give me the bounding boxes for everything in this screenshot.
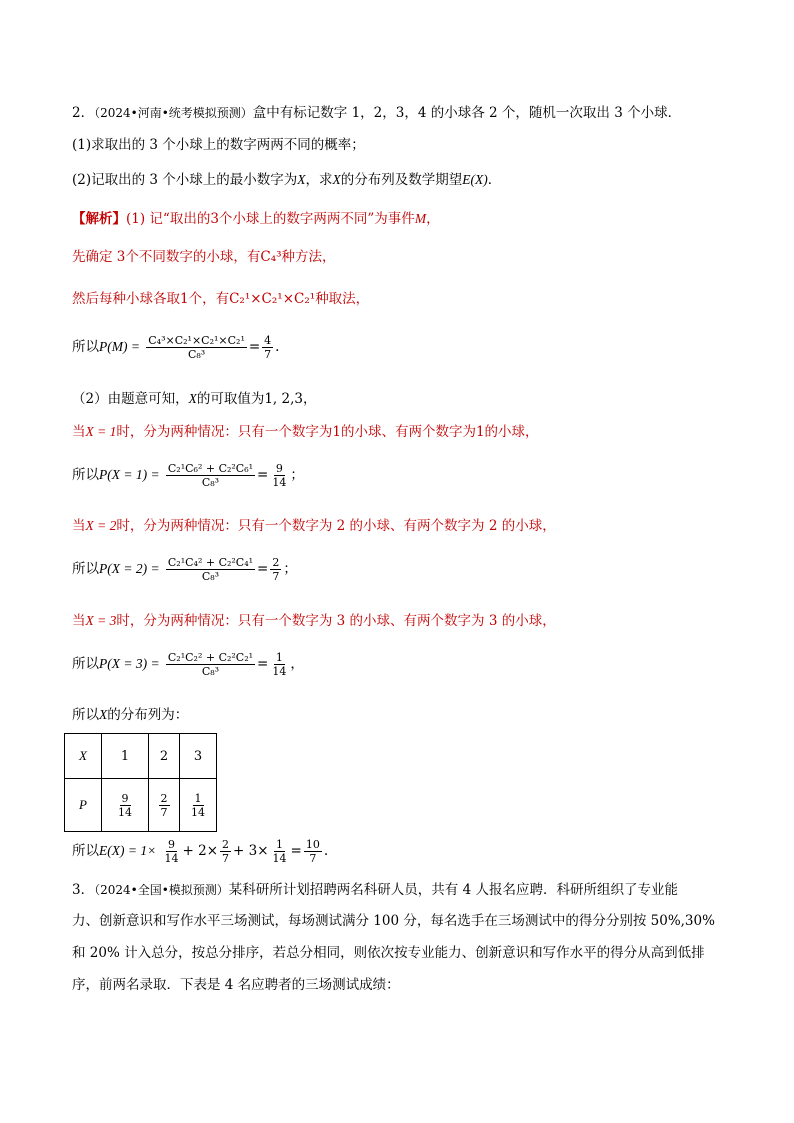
pm-fraction [146, 334, 247, 361]
solution-s13-a: 所以 [72, 843, 99, 859]
p2-eq: = [257, 561, 269, 577]
solution-line-13 [72, 838, 328, 865]
solution-s8-a: 当 [72, 518, 86, 534]
ex-frac-1 [163, 838, 181, 865]
pm-den: C₈³ [187, 348, 206, 361]
p3-num: C₂¹C₂² + C₂²C₂¹ [167, 651, 254, 664]
solution-s2-a: 先确定 3个不同数字的小球，有 [72, 249, 261, 265]
p3-expr: P(X = 3) = [99, 656, 160, 671]
p1-expr: P(X = 1) = [99, 467, 160, 482]
solution-s9-a: 所以 [72, 561, 99, 577]
solution-s11-a: 所以 [72, 656, 99, 672]
q2-part1-text: (1)求取出的 3 个小球上的数字两两不同的概率； [72, 137, 365, 153]
prob-1 [116, 792, 134, 819]
q2-stem-text: 盒中有标记数字 1，2，3，4 的小球各 2 个，随机一次取出 3 个小球． [252, 105, 682, 121]
table-cell [65, 779, 102, 832]
q2-source: （2024•河南•统考模拟预测） [94, 106, 253, 120]
q3-line-3 [72, 944, 705, 962]
pm-result-num: 4 [264, 334, 272, 347]
table-cell [149, 779, 180, 832]
distribution-table [64, 733, 217, 832]
solution-s12-b: 的分布列为： [107, 707, 189, 723]
p2-result [270, 556, 281, 583]
p3-result-num: 1 [275, 651, 283, 664]
p3-result-den: 14 [272, 665, 287, 678]
p3-fraction [166, 651, 255, 678]
ex-frac-4 [304, 838, 322, 865]
ex-m1: + 2× [182, 843, 219, 859]
solution-s2-b: 种方法， [281, 249, 336, 265]
pm-eq: = [248, 339, 261, 355]
solution-s12-var: X [99, 707, 108, 722]
solution-s8-b: 时，分为两种情况：只有一个数字为 2 的小球、有两个数字为 2 的小球， [116, 518, 556, 534]
table-cell [102, 779, 149, 832]
p3-end: ， [290, 656, 304, 672]
solution-line-8 [72, 517, 556, 535]
p3-eq: = [257, 656, 269, 672]
q3-line-2-text: 力、创新意识和写作水平三场测试，每场测试满分 100 分，每名选手在三场测试中的得分分别按 50%,30% [72, 913, 715, 929]
solution-s3-b: 种取法， [315, 291, 370, 307]
q2-part2-d: ． [487, 172, 502, 188]
ex-frac-4-num: 10 [305, 838, 320, 851]
p1-num: C₂¹C₆² + C₂²C₆¹ [167, 462, 254, 475]
q3-line-3-text: 和 20% 计入总分，按总分排序，若总分相同，则依次按专业能力、创新意识和写作水平的得分从高到低排 [72, 945, 705, 961]
p2-num: C₂¹C₄² + C₂²C₄¹ [167, 556, 254, 569]
table-row [65, 779, 217, 832]
q2-part1 [72, 136, 365, 154]
prob-3-num: 1 [194, 791, 202, 805]
solution-s2-c: C₄³ [260, 249, 282, 265]
pm-num: C₄³×C₂¹×C₂¹×C₂¹ [148, 334, 245, 347]
ex-m3: = [290, 843, 302, 859]
table-header-cell [180, 734, 217, 779]
solution-s1-end: ， [426, 211, 440, 227]
pm-result-den: 7 [264, 348, 272, 361]
solution-s10-a: 当 [72, 613, 86, 629]
solution-s6-b: 时，分为两种情况：只有一个数字为1的小球、有两个数字为1的小球， [116, 424, 539, 440]
p1-den: C₈³ [201, 476, 220, 489]
table-header-cell [102, 734, 149, 779]
q3-line-4-text: 序，前两名录取．下表是 4 名应聘者的三场测试成绩： [72, 977, 400, 993]
p2-fraction [166, 556, 255, 583]
solution-line-4 [72, 334, 279, 361]
p2-result-num: 2 [272, 556, 280, 569]
table-row [65, 734, 217, 779]
solution-s3-c: C₂¹×C₂¹×C₂¹ [229, 291, 316, 307]
p2-result-den: 7 [272, 570, 280, 583]
ex-frac-2-den: 7 [222, 852, 230, 865]
table-cell [180, 779, 217, 832]
solution-s8-eq: X = 2 [85, 518, 117, 533]
q3-line-2 [72, 912, 715, 930]
p1-result [270, 462, 288, 489]
p3-result [270, 651, 288, 678]
p1-fraction [166, 462, 255, 489]
solution-s6-a: 当 [72, 424, 86, 440]
solution-s5-var: X [188, 391, 197, 406]
table-header-cell [65, 734, 102, 779]
q2-number: 2． [72, 105, 95, 121]
prob-2-den: 7 [160, 805, 168, 819]
prob-2-num: 2 [160, 791, 168, 805]
ex-frac-3-den: 14 [272, 852, 287, 865]
solution-s10-eq: X = 3 [85, 613, 117, 628]
ex-frac-1-num: 9 [168, 838, 176, 851]
q2-var-x: X [297, 172, 306, 187]
solution-s12-a: 所以 [72, 707, 99, 723]
q3-line-1 [72, 881, 678, 899]
ex-frac-3-num: 1 [276, 838, 284, 851]
solution-line-5 [72, 390, 317, 408]
q2-expectation: E(X) [462, 172, 488, 187]
ex-frac-3 [271, 838, 289, 865]
solution-s5-a: （2）由题意可知， [72, 391, 189, 407]
prob-1-num: 9 [121, 791, 129, 805]
ex-frac-4-den: 7 [309, 852, 317, 865]
table-header-3: 3 [193, 748, 203, 764]
pm-end: . [275, 339, 280, 355]
solution-s7-a: 所以 [72, 467, 99, 483]
ex-frac-2-num: 2 [222, 838, 230, 851]
q2-part2-b: ，求 [305, 172, 333, 188]
solution-s5-b: 的可取值为1, 2,3， [196, 391, 317, 407]
p1-result-den: 14 [272, 476, 287, 489]
event-m: M [414, 211, 427, 226]
solution-line-11 [72, 651, 304, 678]
p1-eq: = [257, 467, 269, 483]
p2-expr: P(X = 2) = [99, 561, 160, 576]
q2-var-x-2: X [332, 172, 341, 187]
solution-line-12 [72, 706, 188, 724]
p2-den: C₈³ [201, 570, 220, 583]
table-header-1: 1 [120, 748, 130, 764]
solution-line-7 [72, 462, 304, 489]
solution-s10-b: 时，分为两种情况：只有一个数字为 3 的小球、有两个数字为 3 的小球， [116, 613, 556, 629]
table-header-cell [149, 734, 180, 779]
solution-line-9 [72, 556, 297, 583]
prob-3 [189, 792, 207, 819]
solution-s1: (1) 记“取出的3个小球上的数字两两不同”为事件 [126, 211, 415, 227]
solution-line-6 [72, 423, 539, 441]
p2-end: ； [283, 561, 297, 577]
ex-end: . [323, 843, 329, 859]
solution-line-10 [72, 612, 556, 630]
q2-part2 [72, 171, 501, 189]
solution-s6-eq: X = 1 [85, 424, 117, 439]
ex-frac-1-den: 14 [164, 852, 179, 865]
q2-part2-a: (2)记取出的 3 个小球上的最小数字为 [72, 172, 298, 188]
q2-stem [72, 104, 681, 122]
table-row-label-p: P [79, 797, 87, 812]
solution-line-3 [72, 290, 369, 308]
q3-line-4 [72, 976, 400, 994]
solution-line-2 [72, 248, 336, 266]
solution-line-1 [72, 210, 440, 228]
q2-part2-c: 的分布列及数学期望 [340, 172, 463, 188]
pm-result [262, 334, 273, 361]
table-header-x: X [79, 748, 87, 763]
prob-1-den: 14 [118, 805, 132, 819]
solution-s4-a: 所以 [72, 339, 99, 355]
ex-expr: E(X) = 1× [99, 843, 157, 858]
table-header-2: 2 [159, 748, 169, 764]
prob-3-den: 14 [191, 805, 205, 819]
solution-s3-a: 然后每种小球各取1个，有 [72, 291, 230, 307]
p1-result-num: 9 [275, 462, 283, 475]
pm-expr: P(M) = [99, 339, 140, 354]
solution-label: 【解析】 [72, 211, 126, 227]
q3-source: （2024•全国•模拟预测） [94, 883, 229, 897]
p3-den: C₈³ [201, 665, 220, 678]
p1-end: ； [290, 467, 304, 483]
q3-line-1-text: 某科研所计划招聘两名科研人员，共有 4 人报名应聘．科研所组织了专业能 [228, 882, 678, 898]
q3-number: 3． [72, 882, 95, 898]
ex-frac-2 [220, 838, 231, 865]
prob-2 [159, 792, 170, 819]
ex-m2: + 3× [233, 843, 269, 859]
